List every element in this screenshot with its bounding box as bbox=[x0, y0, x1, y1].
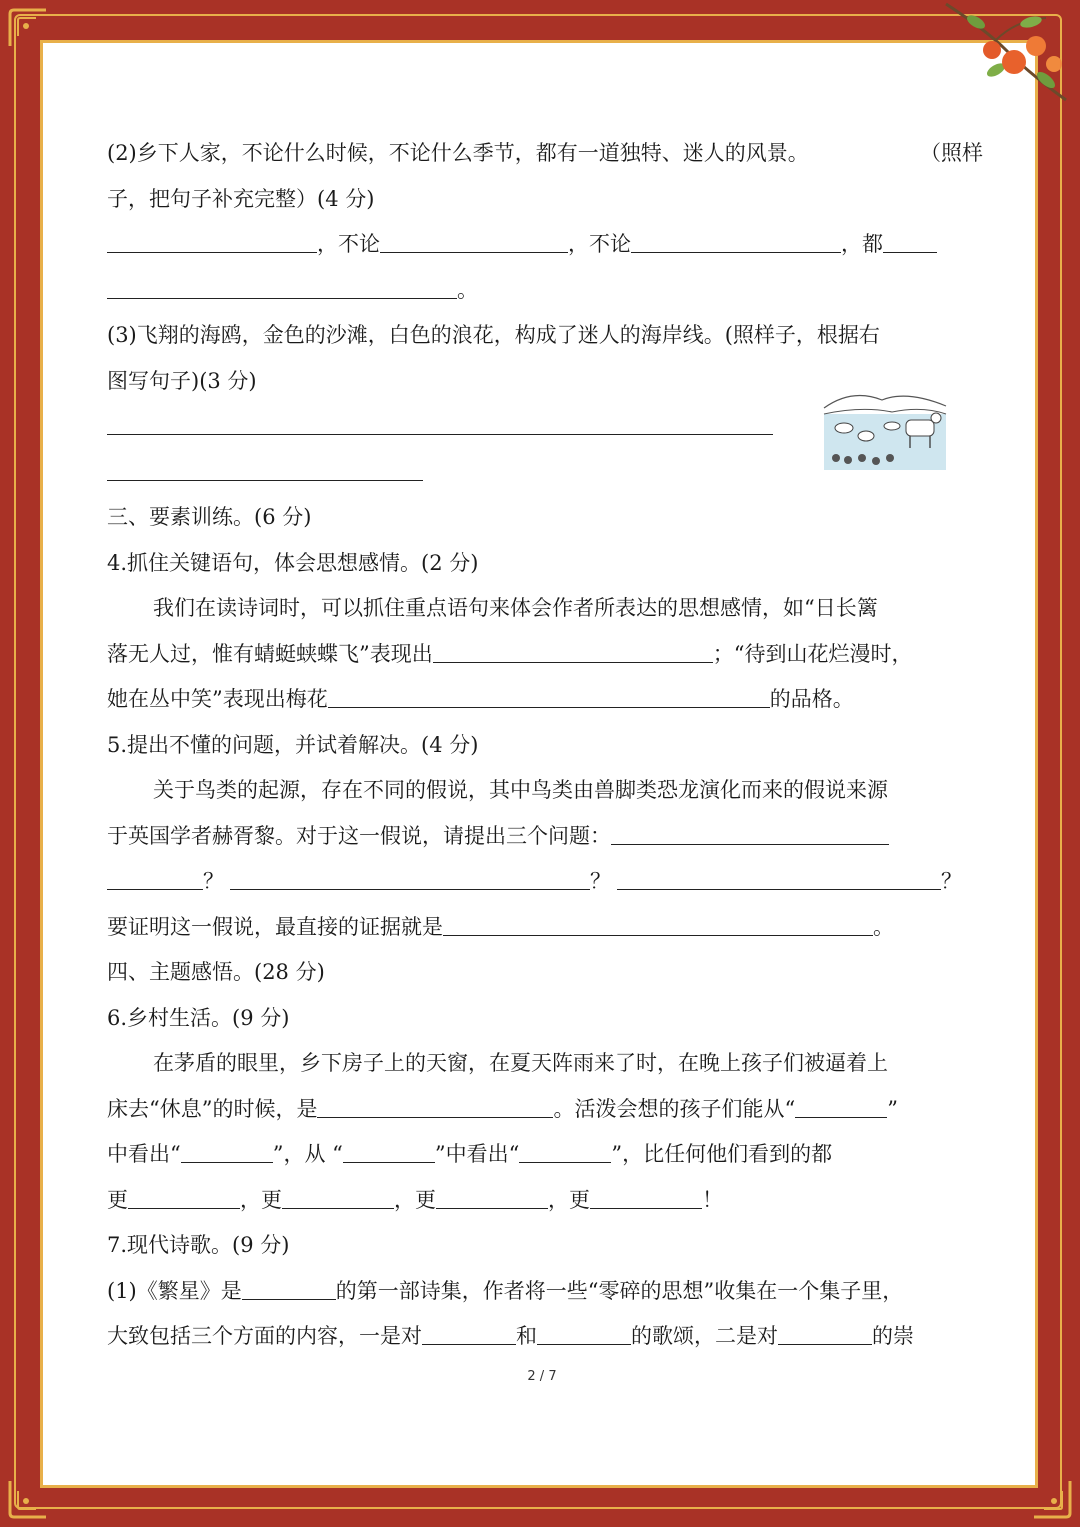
answer-blank[interactable] bbox=[422, 1317, 516, 1345]
q5-fill-line bbox=[107, 814, 983, 860]
q3-instruction-line2: 图写句子)(3 分) bbox=[107, 368, 257, 393]
answer-blank[interactable] bbox=[282, 1181, 394, 1209]
persimmon-branch-icon bbox=[936, 0, 1076, 112]
q7-fill-line bbox=[107, 1269, 983, 1315]
fill-separator: ，不论 bbox=[317, 232, 380, 256]
q5-evidence-line bbox=[107, 905, 983, 951]
q6-text: ！ bbox=[702, 1187, 723, 1212]
q4-text: ；“待到山花烂漫时， bbox=[712, 641, 913, 666]
q4-fill-line2 bbox=[107, 677, 983, 723]
q4-fill-line bbox=[107, 632, 983, 678]
answer-blank[interactable] bbox=[107, 453, 423, 481]
fill-separator: ，不论 bbox=[568, 232, 631, 256]
page-number: 2 / 7 bbox=[527, 1369, 557, 1384]
q6-text: ”，比任何他们看到的都 bbox=[611, 1142, 833, 1166]
q7-text: 大致包括三个方面的内容，一是对 bbox=[107, 1324, 422, 1348]
answer-blank[interactable] bbox=[317, 1090, 553, 1118]
q6-text: ”中看出“ bbox=[434, 1142, 520, 1166]
section-heading: 三、要素训练。(6 分) bbox=[107, 505, 312, 529]
q6-text: ”，从 “ bbox=[272, 1142, 343, 1166]
q6-paragraph-line: 在茅盾的眼里，乡下房子上的天窗，在夏天阵雨来了时，在晚上孩子们被逼着上 bbox=[153, 1051, 888, 1075]
answer-blank[interactable] bbox=[230, 862, 590, 890]
answer-blank[interactable] bbox=[443, 908, 873, 936]
answer-blank[interactable] bbox=[537, 1317, 631, 1345]
q3-instruction-line: (3)飞翔的海鸥，金色的沙滩，白色的浪花，构成了迷人的海岸线。(照样子，根据右 bbox=[107, 323, 880, 347]
q5-question-blanks-line bbox=[107, 859, 983, 905]
q6-text: 。活泼会想的孩子们能从“ bbox=[553, 1096, 796, 1121]
q6-fill-line2 bbox=[107, 1132, 983, 1178]
answer-blank[interactable] bbox=[433, 635, 713, 663]
pasture-illustration bbox=[822, 386, 948, 472]
q6-fill-line3 bbox=[107, 1178, 983, 1224]
q2-instruction-line bbox=[107, 131, 983, 177]
answer-blank[interactable] bbox=[631, 225, 841, 253]
question-title: 5.提出不懂的问题，并试着解决。(4 分) bbox=[107, 732, 479, 757]
answer-blank[interactable] bbox=[343, 1135, 435, 1163]
q7-text: 的歌颂，二是对 bbox=[631, 1324, 778, 1348]
q5-paragraph-line: 关于鸟类的起源，存在不同的假说，其中鸟类由兽脚类恐龙演化而来的假说来源 bbox=[153, 778, 888, 802]
question-mark: ？ bbox=[590, 869, 611, 893]
answer-blank[interactable] bbox=[617, 862, 941, 890]
q2-sentence: (2)乡下人家，不论什么时候，不论什么季节，都有一道独特、迷人的风景。 bbox=[107, 141, 809, 165]
q7-text: 的崇 bbox=[872, 1324, 914, 1348]
q7-fill-line2 bbox=[107, 1314, 983, 1360]
question-mark: ？ bbox=[203, 869, 224, 893]
answer-blank[interactable] bbox=[778, 1317, 872, 1345]
answer-blank[interactable] bbox=[242, 1272, 336, 1300]
answer-blank[interactable] bbox=[436, 1181, 548, 1209]
answer-blank[interactable] bbox=[590, 1181, 702, 1209]
answer-blank[interactable] bbox=[611, 817, 889, 845]
q6-text: 中看出“ bbox=[107, 1142, 181, 1166]
q4-paragraph-line: 我们在读诗词时，可以抓住重点语句来体会作者所表达的思想感情，如“日长篱 bbox=[153, 596, 878, 620]
q2-instruction-start: （照样 bbox=[920, 141, 983, 165]
answer-blank[interactable] bbox=[128, 1181, 240, 1209]
fill-separator: ，都 bbox=[841, 232, 883, 256]
q6-text: 更 bbox=[107, 1187, 128, 1212]
answer-blank[interactable] bbox=[883, 225, 937, 253]
fill-end: 。 bbox=[457, 277, 478, 302]
q6-text: ，更 bbox=[394, 1187, 436, 1212]
answer-blank[interactable] bbox=[519, 1135, 611, 1163]
q6-fill-line bbox=[107, 1087, 983, 1133]
answer-blank[interactable] bbox=[328, 680, 770, 708]
q2-instruction-line2: 子，把句子补充完整）(4 分) bbox=[107, 186, 375, 211]
q6-text: 床去“休息”的时候，是 bbox=[107, 1096, 318, 1121]
q2-fill-line2 bbox=[107, 268, 983, 314]
question-title: 6.乡村生活。(9 分) bbox=[107, 1005, 290, 1030]
q6-text: ，更 bbox=[548, 1187, 590, 1212]
answer-blank[interactable] bbox=[795, 1090, 887, 1118]
answer-blank[interactable] bbox=[107, 407, 773, 435]
worksheet-content bbox=[107, 131, 983, 1360]
answer-blank[interactable] bbox=[107, 862, 203, 890]
q5-text: 于英国学者赫胥黎。对于这一假说，请提出三个问题： bbox=[107, 823, 611, 848]
answer-blank[interactable] bbox=[107, 225, 317, 253]
answer-blank[interactable] bbox=[380, 225, 568, 253]
worksheet-page bbox=[40, 40, 1038, 1488]
q7-text: 和 bbox=[516, 1324, 537, 1348]
q4-text: 的品格。 bbox=[769, 687, 854, 711]
question-title: 7.现代诗歌。(9 分) bbox=[107, 1233, 290, 1257]
answer-blank[interactable] bbox=[107, 271, 457, 299]
question-title: 4.抓住关键语句，体会思想感情。(2 分) bbox=[107, 550, 479, 575]
q5-text: 。 bbox=[873, 914, 894, 939]
q6-text: ” bbox=[887, 1096, 898, 1121]
q4-text: 落无人过，惟有蜻蜓蛱蝶飞”表现出 bbox=[107, 641, 433, 666]
q7-text: (1)《繁星》是 bbox=[107, 1278, 242, 1303]
q4-text: 她在丛中笑”表现出梅花 bbox=[107, 687, 328, 711]
q7-text: 的第一部诗集，作者将一些“零碎的思想”收集在一个集子里， bbox=[335, 1278, 904, 1303]
q2-fill-line bbox=[107, 222, 983, 268]
section-heading: 四、主题感悟。(28 分) bbox=[107, 960, 325, 984]
answer-blank[interactable] bbox=[181, 1135, 273, 1163]
q5-text: 要证明这一假说，最直接的证据就是 bbox=[107, 914, 443, 939]
q6-text: ，更 bbox=[240, 1187, 282, 1212]
question-mark: ？ bbox=[941, 869, 962, 893]
